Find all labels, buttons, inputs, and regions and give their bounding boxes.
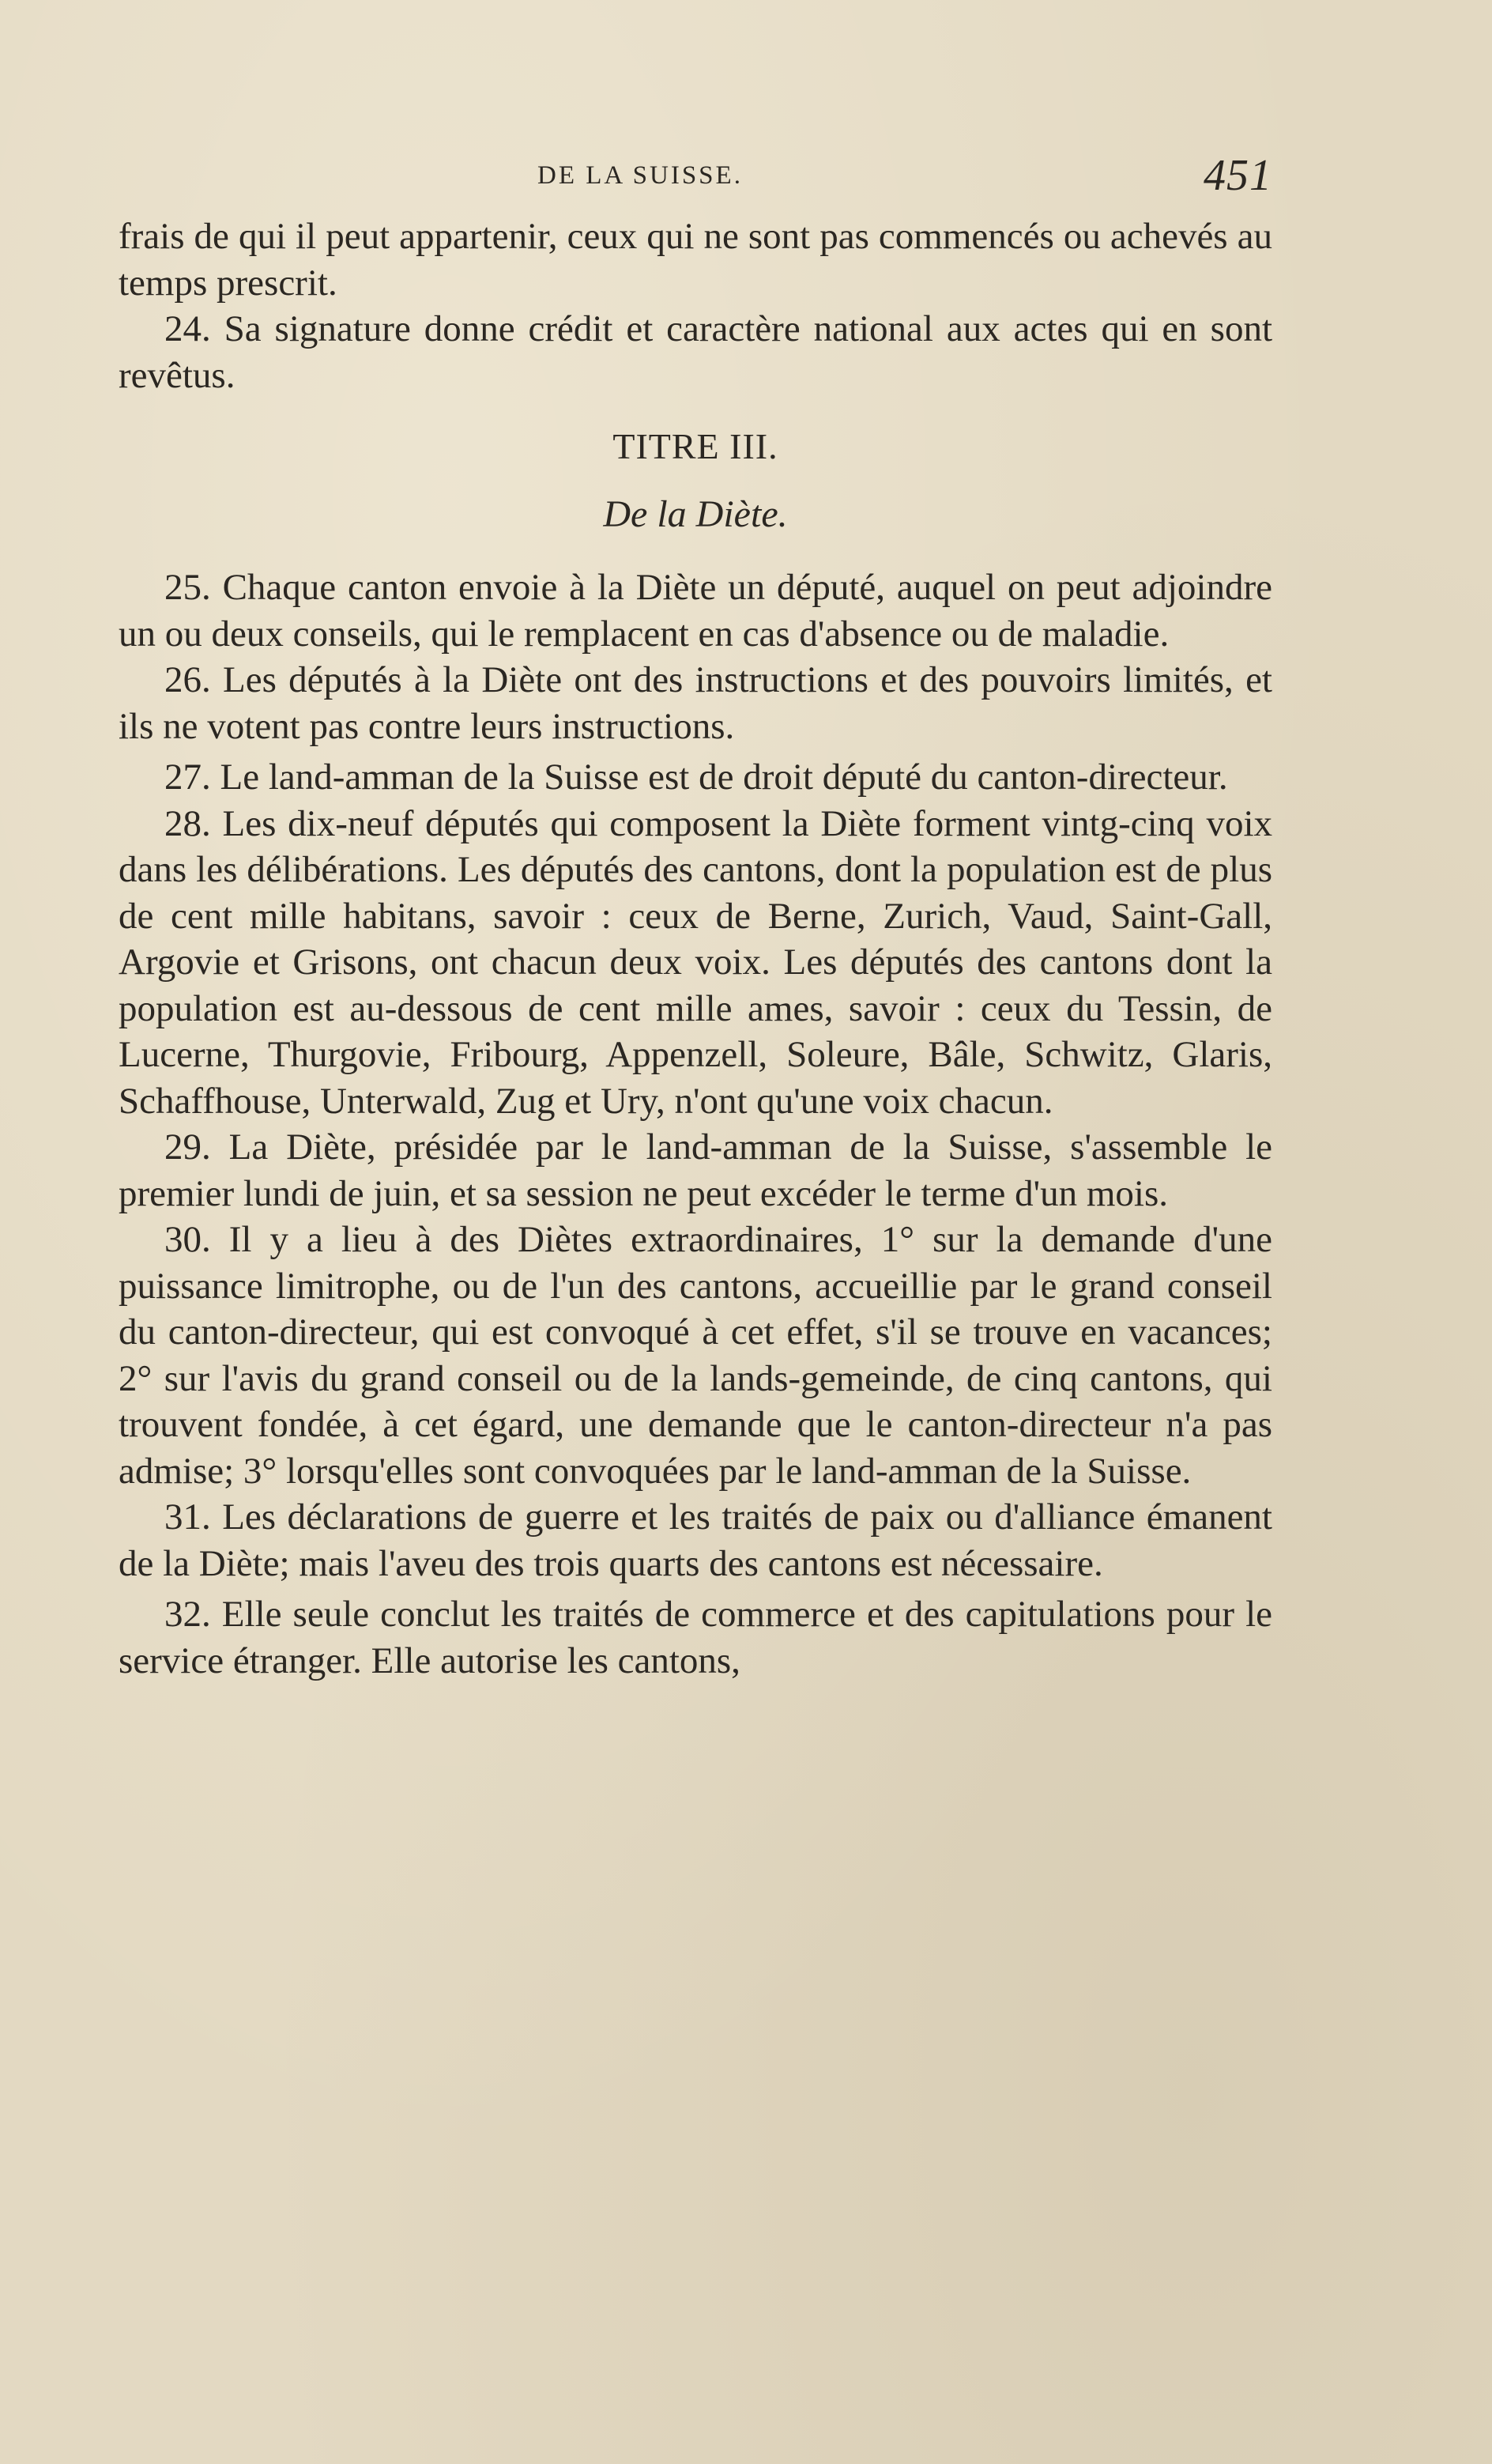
article-26: 26. Les députés à la Diète ont des instructions et des pouvoirs limités, et ils ne votent pas contre leurs instructions. [119, 659, 1272, 747]
running-head [119, 150, 1272, 213]
article-27: 27. Le land-amman de la Suisse est de droit député du canton-directeur. [164, 757, 1228, 798]
article-29: 29. La Diète, présidée par le land-amman de la Suisse, s'assemble le premier lundi de juin, et sa session ne peut excéder le terme d'un mois. [119, 1126, 1272, 1214]
section-title: TITRE III. [612, 426, 778, 466]
article-30: 30. Il y a lieu à des Diètes extraordinaires, 1° sur la demande d'une puissance limitrophe, ou de l'un des cantons, accueillie par le grand conseil du canton-directeur, qui est convoqué à cet effet, s'il se trouve en vacances; 2° sur l'avis du grand conseil ou de la lands-gemeinde, de cinq cantons, qui trouvent fondée, à cet égard, une demande que le canton-directeur n'a pas admise; 3° lorsqu'elles sont convoquées par le land-amman de la Suisse. [119, 1219, 1272, 1492]
article-28: 28. Les dix-neuf députés qui composent la Diète forment vintg-cinq voix dans les délibérations. Les députés des cantons, dont la population est de plus de cent mille habitans, savoir : ceux de Berne, Zurich, Vaud, Saint-Gall, Argovie et Grisons, ont chacun deux voix. Les députés des cantons dont la population est au-dessous de cent mille ames, savoir : ceux du Tessin, de Lucerne, Thurgovie, Fribourg, Appenzell, Soleure, Bâle, Schwitz, Glaris, Schaffhouse, Unterwald, Zug et Ury, n'ont qu'une voix chacun. [119, 802, 1272, 1122]
book-page [119, 150, 1272, 2285]
article-25: 25. Chaque canton envoie à la Diète un député, auquel on peut adjoindre un ou deux conseils, qui le remplacent en cas d'absence ou de maladie. [119, 567, 1272, 655]
article-32: 32. Elle seule conclut les traités de commerce et des capitulations pour le service étranger. Elle autorise les cantons, [119, 1594, 1272, 1681]
running-title: DE LA SUISSE. [537, 161, 743, 190]
body-text [119, 213, 1272, 1684]
section-subtitle: De la Diète. [603, 493, 788, 535]
article-24: 24. Sa signature donne crédit et caractère national aux actes qui en sont revêtus. [119, 308, 1272, 396]
article-31: 31. Les déclarations de guerre et les traités de paix ou d'alliance émanent de la Diète; mais l'aveu des trois quarts des cantons est nécessaire. [119, 1496, 1272, 1584]
page-number: 451 [1204, 151, 1272, 200]
paragraph-continued: frais de qui il peut appartenir, ceux qui ne sont pas commencés ou achevés au temps prescrit. [119, 216, 1272, 304]
